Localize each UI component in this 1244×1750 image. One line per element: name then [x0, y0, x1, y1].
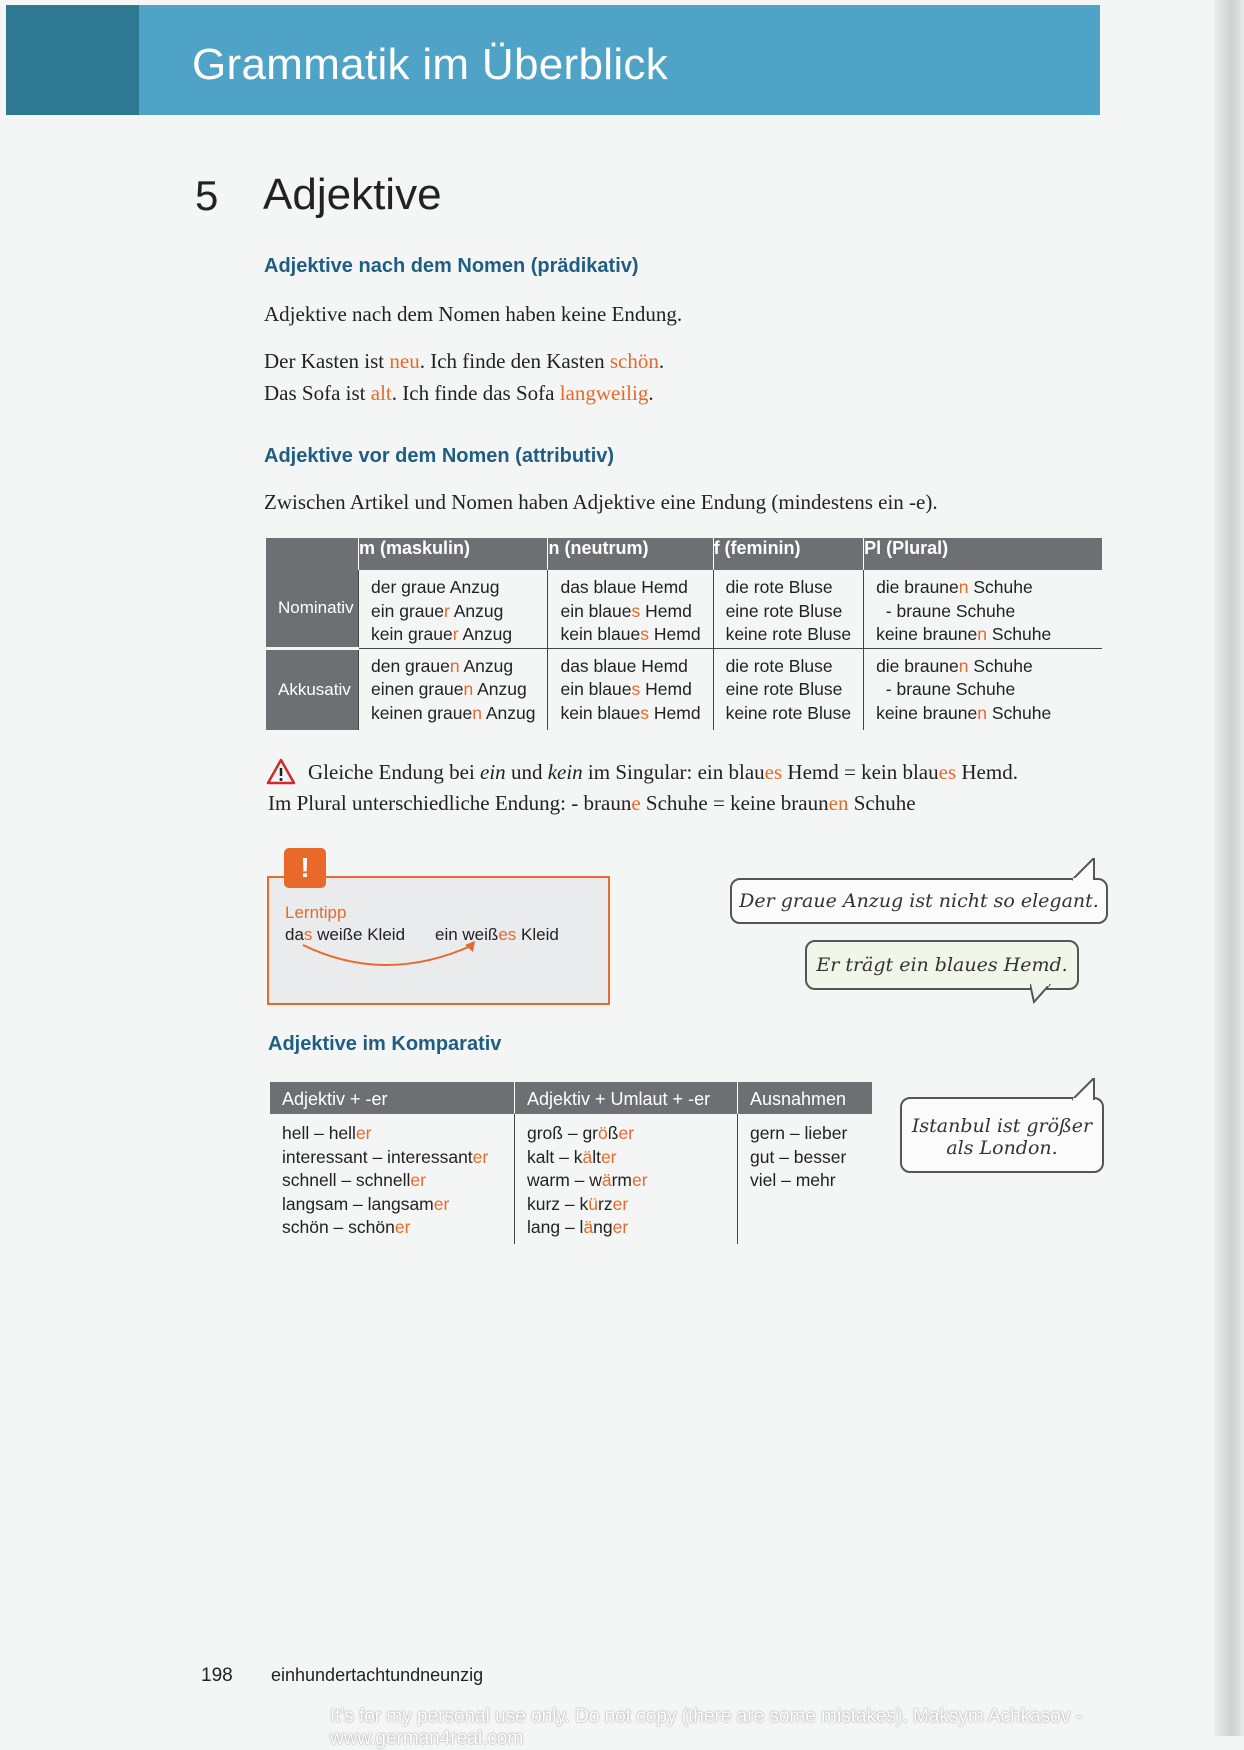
row-header-akkusativ: Akkusativ: [266, 648, 359, 730]
cell-akk-m: den grauen Anzug einen grauen Anzug keinen grauen Anzug: [359, 648, 548, 730]
col-header-plural: Pl (Plural): [864, 538, 1102, 570]
cell-akk-n: das blaue Hemd ein blaues Hemd kein blaues Hemd: [548, 648, 713, 730]
cell-nom-m: der graue Anzug ein grauer Anzug kein grauer Anzug: [359, 570, 548, 648]
col-header-maskulin: m (maskulin): [359, 538, 548, 570]
speech-bubble-2: Er trägt ein blaues Hemd.: [805, 940, 1079, 990]
bubble-tail-1: [1072, 858, 1096, 882]
col-header-adjektiv-er: Adjektiv + -er: [270, 1082, 515, 1114]
page-number: 198: [201, 1665, 233, 1686]
col-header-umlaut-er: Adjektiv + Umlaut + -er: [515, 1082, 738, 1114]
lerntipp-label: Lerntipp: [285, 903, 347, 922]
cell-akk-pl: die braunen Schuhe - braune Schuhe keine braunen Schuhe: [864, 648, 1102, 730]
cell-umlaut-er: groß – größer kalt – kälter warm – wärmer kurz – kürzer lang – länger: [515, 1114, 738, 1244]
exclamation-icon: !: [284, 848, 326, 888]
warning-line-2: Im Plural unterschiedliche Endung: - braune Schuhe = keine braunen Schuhe: [268, 791, 916, 815]
chapter-title: Adjektive: [263, 170, 442, 219]
cell-ausnahmen: gern – lieber gut – besser viel – mehr: [738, 1114, 873, 1244]
section-heading-attributiv: Adjektive vor dem Nomen (attributiv): [264, 445, 615, 467]
cell-nom-n: das blaue Hemd ein blaues Hemd kein blaues Hemd: [548, 570, 713, 648]
section-heading-komparativ: Adjektive im Komparativ: [268, 1033, 502, 1055]
example-line-1: Der Kasten ist neu. Ich finde den Kasten schön.: [264, 349, 665, 373]
cell-nom-pl: die braunen Schuhe - braune Schuhe keine braunen Schuhe: [864, 570, 1102, 648]
declension-table: [266, 538, 1102, 730]
komparativ-table: [270, 1082, 872, 1244]
lerntipp-example-2: ein weißes Kleid: [435, 925, 559, 944]
bubble-tail-3: [1072, 1078, 1096, 1102]
rule-praedikativ: Adjektive nach dem Nomen haben keine Endung.: [264, 302, 683, 326]
chapter-number: 5: [195, 172, 219, 219]
corner-cell: [266, 538, 359, 570]
lerntipp-example-1: das weiße Kleid: [285, 925, 406, 944]
section-heading-praedikativ: Adjektive nach dem Nomen (prädikativ): [264, 255, 639, 277]
bubble-tail-2: [1030, 984, 1054, 1004]
header-block: [6, 5, 139, 115]
show-through: [700, 175, 705, 197]
cell-nom-f: die rote Bluse eine rote Bluse keine rote Bluse: [713, 570, 864, 648]
watermark: It's for my personal use only. Do not copy (there are some mistakes). Maksym Achkasov - www.german4real.com: [330, 1706, 1082, 1749]
col-header-feminin: f (feminin): [713, 538, 864, 570]
cell-akk-f: die rote Bluse eine rote Bluse keine rote Bluse: [713, 648, 864, 730]
col-header-ausnahmen: Ausnahmen: [738, 1082, 873, 1114]
speech-bubble-3: Istanbul ist größer als London.: [900, 1097, 1104, 1173]
warning-icon: [266, 758, 296, 785]
row-header-nominativ: Nominativ: [266, 570, 359, 648]
header-title: Grammatik im Überblick: [192, 40, 668, 89]
example-line-2: Das Sofa ist alt. Ich finde das Sofa langweilig.: [264, 381, 654, 405]
warning-line-1: Gleiche Endung bei ein und kein im Singular: ein blaues Hemd = kein blaues Hemd.: [308, 760, 1018, 784]
cell-adjektiv-er: hell – heller interessant – interessanter schnell – schneller langsam – langsamer schön – schöner: [282, 1123, 489, 1237]
rule-attributiv: Zwischen Artikel und Nomen haben Adjektive eine Endung (mindestens ein -e).: [264, 490, 938, 514]
page-number-words: einhundertachtundneunzig: [271, 1665, 484, 1685]
col-header-neutrum: n (neutrum): [548, 538, 713, 570]
page-edge: [1214, 0, 1244, 1736]
speech-bubble-1: Der graue Anzug ist nicht so elegant.: [730, 878, 1108, 924]
arrow-icon: [295, 935, 485, 980]
